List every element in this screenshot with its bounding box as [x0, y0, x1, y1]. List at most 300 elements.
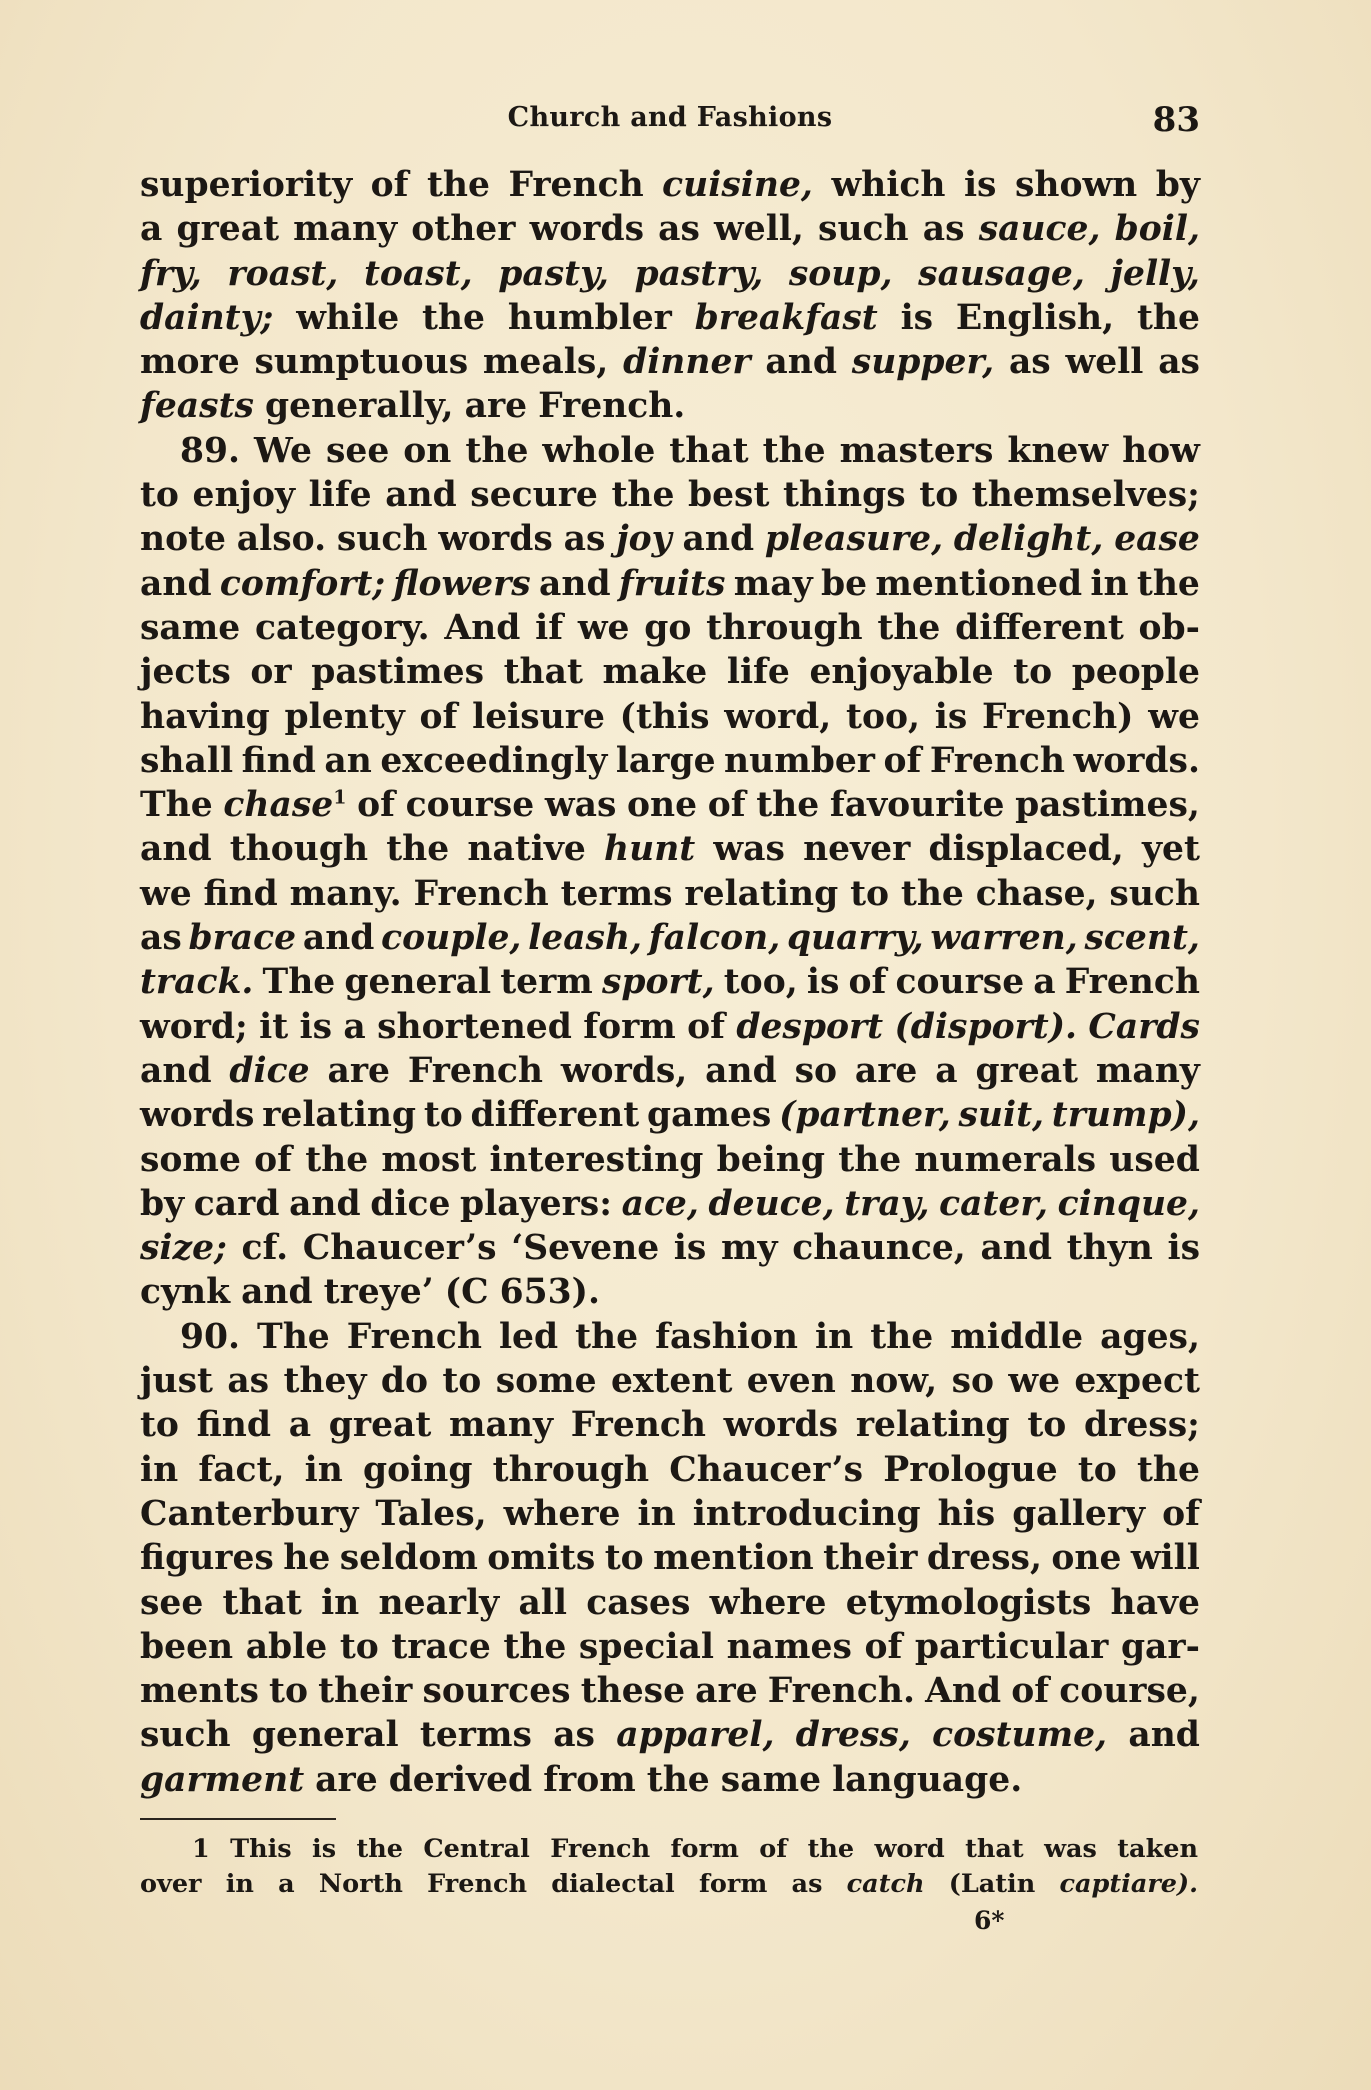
- word: it: [259, 1006, 289, 1047]
- word: even: [746, 1361, 836, 1402]
- word: figures: [140, 1538, 274, 1579]
- word: gar-: [1120, 1626, 1200, 1667]
- word: players:: [460, 1183, 612, 1224]
- word: able: [245, 1626, 328, 1667]
- word: The: [257, 1316, 330, 1357]
- word: meals,: [482, 342, 609, 383]
- word: terms: [419, 1715, 532, 1756]
- word: that: [669, 430, 749, 471]
- word: pastimes,: [1015, 785, 1200, 826]
- word: interesting: [489, 1139, 704, 1180]
- text-line: [140, 1448, 1200, 1492]
- word: French: [929, 740, 1066, 781]
- word: We: [254, 430, 312, 471]
- word: French: [1064, 962, 1200, 1003]
- text-line: [140, 1359, 1200, 1403]
- word: shall: [140, 740, 234, 781]
- word: that: [503, 652, 583, 693]
- word: plenty: [284, 696, 405, 737]
- word: leisure: [472, 696, 605, 737]
- word: cases: [586, 1582, 691, 1623]
- word: to: [269, 1671, 308, 1712]
- word: expect: [1074, 1361, 1200, 1402]
- text-line: [140, 384, 1200, 428]
- word: was: [1044, 1834, 1097, 1864]
- word: of: [864, 1626, 903, 1667]
- word: 1: [192, 1834, 210, 1864]
- word: names: [726, 1626, 852, 1667]
- word: breakfast: [694, 297, 878, 338]
- word: great: [975, 1050, 1078, 1091]
- word: and: [241, 1272, 313, 1313]
- word: whole: [542, 430, 656, 471]
- word: many: [293, 209, 398, 250]
- word: terms: [560, 873, 673, 914]
- word: French): [982, 696, 1134, 737]
- word: chaunce,: [792, 1228, 966, 1269]
- word: see: [140, 1582, 204, 1623]
- text-line: [140, 960, 1200, 1004]
- word: And: [444, 607, 521, 648]
- word: relating: [262, 1095, 417, 1136]
- word: a: [278, 1869, 295, 1899]
- word: fact,: [198, 1449, 285, 1490]
- word: the: [870, 1316, 934, 1357]
- word: English,: [955, 297, 1115, 338]
- word: desport: [736, 1006, 884, 1047]
- word: many: [449, 1405, 554, 1446]
- word: dialectal: [551, 1869, 675, 1899]
- word: hunt: [604, 829, 696, 870]
- word: form: [583, 1006, 676, 1047]
- word: as: [658, 209, 700, 250]
- word: and: [539, 563, 611, 604]
- word: be: [820, 563, 868, 604]
- word: the: [762, 430, 826, 471]
- word: life: [308, 475, 372, 516]
- footnote-ref: 1: [333, 786, 347, 809]
- text-line: [140, 1315, 1200, 1359]
- word: deuce,: [708, 1183, 835, 1224]
- word: introducing: [692, 1493, 921, 1534]
- word: we: [1008, 1361, 1061, 1402]
- text-line: [140, 1492, 1200, 1536]
- word: flowers: [393, 563, 531, 604]
- word: superiority: [140, 165, 353, 205]
- word: French: [570, 1405, 706, 1446]
- word: boil,: [1114, 209, 1200, 250]
- word: word,: [724, 696, 832, 737]
- word: of: [759, 1834, 788, 1864]
- word: too,: [846, 696, 920, 737]
- word: falcon,: [648, 918, 781, 959]
- word: dress;: [1084, 1405, 1200, 1446]
- word: is: [934, 696, 968, 737]
- word: to: [339, 1626, 379, 1667]
- word: many: [1095, 1050, 1200, 1091]
- word: the: [611, 475, 675, 516]
- text-line: [140, 783, 1200, 827]
- word: middle: [950, 1316, 1084, 1357]
- word: great: [328, 1405, 432, 1446]
- word: is: [1167, 1228, 1200, 1269]
- word: supper,: [851, 342, 995, 383]
- word: Chaucer’s: [302, 1228, 497, 1269]
- word: best: [687, 475, 770, 516]
- word: how: [1122, 430, 1200, 471]
- word: humbler: [507, 297, 672, 338]
- word: to: [1077, 1449, 1117, 1490]
- word: favourite: [829, 785, 1005, 826]
- footnote-line: [140, 1832, 1198, 1867]
- word: in: [321, 1582, 360, 1623]
- text-line: [140, 1093, 1200, 1137]
- word: the: [646, 1759, 710, 1800]
- word: the: [305, 1139, 369, 1180]
- word: that: [222, 1582, 302, 1623]
- word: though: [229, 829, 369, 870]
- text-line: [140, 562, 1200, 606]
- word: to: [140, 475, 179, 516]
- word: pastry,: [634, 253, 764, 294]
- word: the: [1136, 297, 1200, 338]
- word: that: [965, 1834, 1024, 1864]
- word: as: [922, 209, 965, 250]
- word: people: [1071, 652, 1200, 693]
- word: is: [673, 1228, 707, 1269]
- word: leash,: [528, 918, 643, 959]
- word: exceedingly: [380, 740, 608, 781]
- word: too,: [723, 962, 798, 1003]
- word: ace,: [621, 1183, 699, 1224]
- word: the: [427, 165, 490, 205]
- word: dice: [229, 1050, 310, 1091]
- page-header: [140, 102, 1200, 146]
- word: to: [140, 1405, 179, 1446]
- word: word: [874, 1834, 945, 1864]
- word: extent: [610, 1361, 733, 1402]
- word: by: [140, 1183, 185, 1224]
- word: games: [646, 1095, 772, 1136]
- word: words: [529, 209, 645, 250]
- word: the: [838, 1139, 902, 1180]
- word: different: [955, 607, 1124, 648]
- word: And: [925, 1671, 1002, 1712]
- word: the: [465, 430, 529, 471]
- word: treye’: [323, 1272, 434, 1313]
- word: apparel,: [616, 1715, 775, 1756]
- text-line: [140, 296, 1200, 340]
- word: these: [580, 1671, 686, 1712]
- word: French: [407, 1050, 543, 1091]
- word: course: [405, 785, 535, 826]
- word: been: [140, 1626, 234, 1667]
- word: life: [726, 652, 790, 693]
- word: and: [140, 563, 212, 604]
- word: of: [848, 962, 887, 1003]
- word: over: [140, 1869, 202, 1899]
- footnote-line: [140, 1867, 1198, 1902]
- word: dice: [370, 1183, 451, 1224]
- word: fruits: [618, 563, 726, 604]
- word: in: [225, 1869, 254, 1899]
- word: as: [791, 1869, 823, 1899]
- word: the: [756, 785, 820, 826]
- word: general: [344, 962, 492, 1003]
- word: a: [140, 209, 163, 250]
- word: brace: [188, 918, 297, 959]
- word: we: [577, 607, 630, 648]
- word: of: [1162, 1493, 1200, 1534]
- word: This: [230, 1834, 292, 1864]
- word: catch: [846, 1869, 925, 1899]
- word: of: [687, 1006, 725, 1047]
- word: are: [464, 386, 528, 427]
- word: is: [312, 1834, 337, 1864]
- word: through: [492, 1449, 650, 1490]
- word: (C: [444, 1272, 489, 1313]
- word: form: [698, 1869, 768, 1899]
- word: and: [289, 1183, 361, 1224]
- word: yet: [1141, 829, 1200, 870]
- word: Tales,: [375, 1493, 487, 1534]
- word: are: [327, 1050, 390, 1091]
- word: ments: [140, 1671, 259, 1712]
- word: form: [670, 1834, 739, 1864]
- word: dress,: [795, 1715, 911, 1756]
- word: mentioned: [875, 563, 1083, 604]
- word: the: [877, 607, 941, 648]
- word: soup,: [788, 253, 893, 294]
- word: enjoyable: [809, 652, 994, 693]
- word: such: [818, 209, 909, 250]
- word: of: [1011, 1671, 1050, 1712]
- word: ob-: [1138, 607, 1200, 648]
- word: same: [140, 607, 241, 648]
- signature-mark: 6*: [974, 1906, 1005, 1935]
- word: themselves;: [971, 475, 1200, 516]
- word: many.: [289, 873, 402, 914]
- word: comfort;: [219, 563, 386, 604]
- word: pasty,: [498, 253, 609, 294]
- body-text: [140, 163, 1200, 1802]
- word: tray,: [844, 1183, 930, 1224]
- word: he: [283, 1538, 331, 1579]
- word: on: [403, 430, 452, 471]
- word: couple,: [381, 918, 522, 959]
- word: North: [318, 1869, 403, 1899]
- word: taken: [1117, 1834, 1198, 1864]
- word: some: [495, 1361, 597, 1402]
- word: is: [963, 165, 997, 205]
- word: French: [413, 873, 549, 914]
- word: such: [1109, 873, 1200, 914]
- word: (this: [619, 696, 710, 737]
- word: relating: [855, 1405, 1010, 1446]
- word: have: [1110, 1582, 1200, 1623]
- word: French: [346, 1316, 482, 1357]
- word: ‘Sevene: [511, 1228, 660, 1269]
- word: enjoy: [192, 475, 296, 516]
- word: numerals: [914, 1139, 1097, 1180]
- word: captiare).: [1059, 1869, 1198, 1899]
- word: my: [720, 1228, 778, 1269]
- word: of: [883, 740, 922, 781]
- word: will: [1130, 1538, 1200, 1579]
- word: as: [140, 918, 182, 959]
- text-line: [140, 1403, 1200, 1447]
- word: secure: [470, 475, 598, 516]
- word: to: [604, 1538, 644, 1579]
- word: cater,: [939, 1183, 1049, 1224]
- word: jelly,: [1110, 253, 1200, 294]
- text-line: [140, 473, 1200, 517]
- word: a: [343, 1006, 366, 1047]
- word: by: [1155, 165, 1200, 205]
- word: as: [1008, 342, 1051, 383]
- word: his: [937, 1493, 996, 1534]
- text-line: [140, 340, 1200, 384]
- word: also.: [236, 519, 327, 560]
- text-line: [140, 1625, 1200, 1669]
- word: make: [602, 652, 708, 693]
- word: the: [1136, 563, 1200, 604]
- word: may: [733, 563, 813, 604]
- text-line: [140, 207, 1200, 251]
- word: cynk: [140, 1272, 231, 1313]
- word: a: [1033, 962, 1056, 1003]
- word: chase: [223, 785, 334, 826]
- text-line: [140, 163, 1200, 207]
- word: French: [508, 165, 644, 205]
- word: such: [140, 1715, 231, 1756]
- word: find: [203, 873, 278, 914]
- word: all: [518, 1582, 568, 1623]
- word: most: [381, 1139, 477, 1180]
- word: cf.: [241, 1228, 289, 1269]
- word: well: [1065, 342, 1144, 383]
- word: are: [854, 1050, 918, 1091]
- word: and: [765, 342, 837, 383]
- text-line: [140, 1758, 1200, 1802]
- text-line: [140, 606, 1200, 650]
- word: and: [302, 918, 375, 959]
- word: knew: [1007, 430, 1109, 471]
- text-line: [140, 1226, 1200, 1270]
- word: in: [815, 1316, 854, 1357]
- word: French.: [538, 386, 686, 427]
- word: note: [140, 519, 226, 560]
- footnotes: [140, 1832, 1198, 1902]
- text-line: [140, 252, 1200, 296]
- word: where: [709, 1582, 827, 1623]
- word: a: [288, 1405, 312, 1446]
- word: term: [500, 962, 593, 1003]
- text-line: [140, 739, 1200, 783]
- text-line: [140, 872, 1200, 916]
- word: the: [1136, 1449, 1200, 1490]
- word: large: [615, 740, 716, 781]
- footnote-rule: [140, 1818, 336, 1820]
- word: course: [895, 962, 1025, 1003]
- word: pastimes: [311, 652, 485, 693]
- word: to: [442, 1361, 482, 1402]
- text-line: [140, 650, 1200, 694]
- word: of: [357, 785, 395, 826]
- word: fry,: [140, 253, 202, 294]
- word: we: [1148, 696, 1200, 737]
- word: mention: [653, 1538, 814, 1579]
- word: where: [503, 1493, 621, 1534]
- word: displaced,: [928, 829, 1124, 870]
- word: so: [794, 1050, 838, 1091]
- word: and: [980, 1228, 1052, 1269]
- word: word;: [140, 1006, 248, 1047]
- word: while: [296, 297, 400, 338]
- word: The: [140, 785, 213, 826]
- word: Central: [423, 1834, 530, 1864]
- word: sport,: [601, 962, 715, 1003]
- word: going: [363, 1449, 473, 1490]
- word: from: [543, 1759, 636, 1800]
- text-line: [140, 695, 1200, 739]
- word: Canterbury: [140, 1493, 359, 1534]
- word: ease: [1114, 519, 1200, 560]
- text-line: [140, 1005, 1200, 1049]
- word: and: [385, 475, 457, 516]
- word: cuisine,: [662, 165, 813, 205]
- word-with-ref: [223, 783, 346, 827]
- word: card: [193, 1183, 280, 1224]
- text-line: [140, 429, 1200, 473]
- word: 89.: [180, 430, 241, 471]
- word: fashion: [655, 1316, 799, 1357]
- text-line: [140, 1669, 1200, 1713]
- word: French: [427, 1869, 528, 1899]
- word: one: [1051, 1538, 1122, 1579]
- word: see: [325, 430, 390, 471]
- word: we: [140, 873, 192, 914]
- word: and: [705, 1050, 777, 1091]
- word: derived: [388, 1759, 533, 1800]
- word: sausage,: [918, 253, 1085, 294]
- word: are: [315, 1759, 378, 1800]
- word: do: [380, 1361, 428, 1402]
- page-number: 83: [1152, 100, 1200, 140]
- word: is: [900, 297, 934, 338]
- word: to: [850, 873, 890, 914]
- word: was: [713, 829, 785, 870]
- word: of: [707, 785, 746, 826]
- word: as: [553, 1715, 595, 1756]
- text-line: [140, 1581, 1200, 1625]
- word: and: [1128, 1715, 1200, 1756]
- word: relating: [684, 873, 839, 914]
- word: different: [470, 1095, 640, 1136]
- word: trace: [391, 1626, 491, 1667]
- word: is: [806, 962, 840, 1003]
- word: as: [563, 519, 606, 560]
- text-line: [140, 1713, 1200, 1757]
- word: the: [900, 873, 964, 914]
- word: in: [1090, 563, 1129, 604]
- word: as: [227, 1361, 270, 1402]
- word: was: [544, 785, 617, 826]
- word: words,: [560, 1050, 688, 1091]
- word: having: [140, 696, 270, 737]
- word: the: [575, 1316, 639, 1357]
- word: nearly: [378, 1582, 500, 1623]
